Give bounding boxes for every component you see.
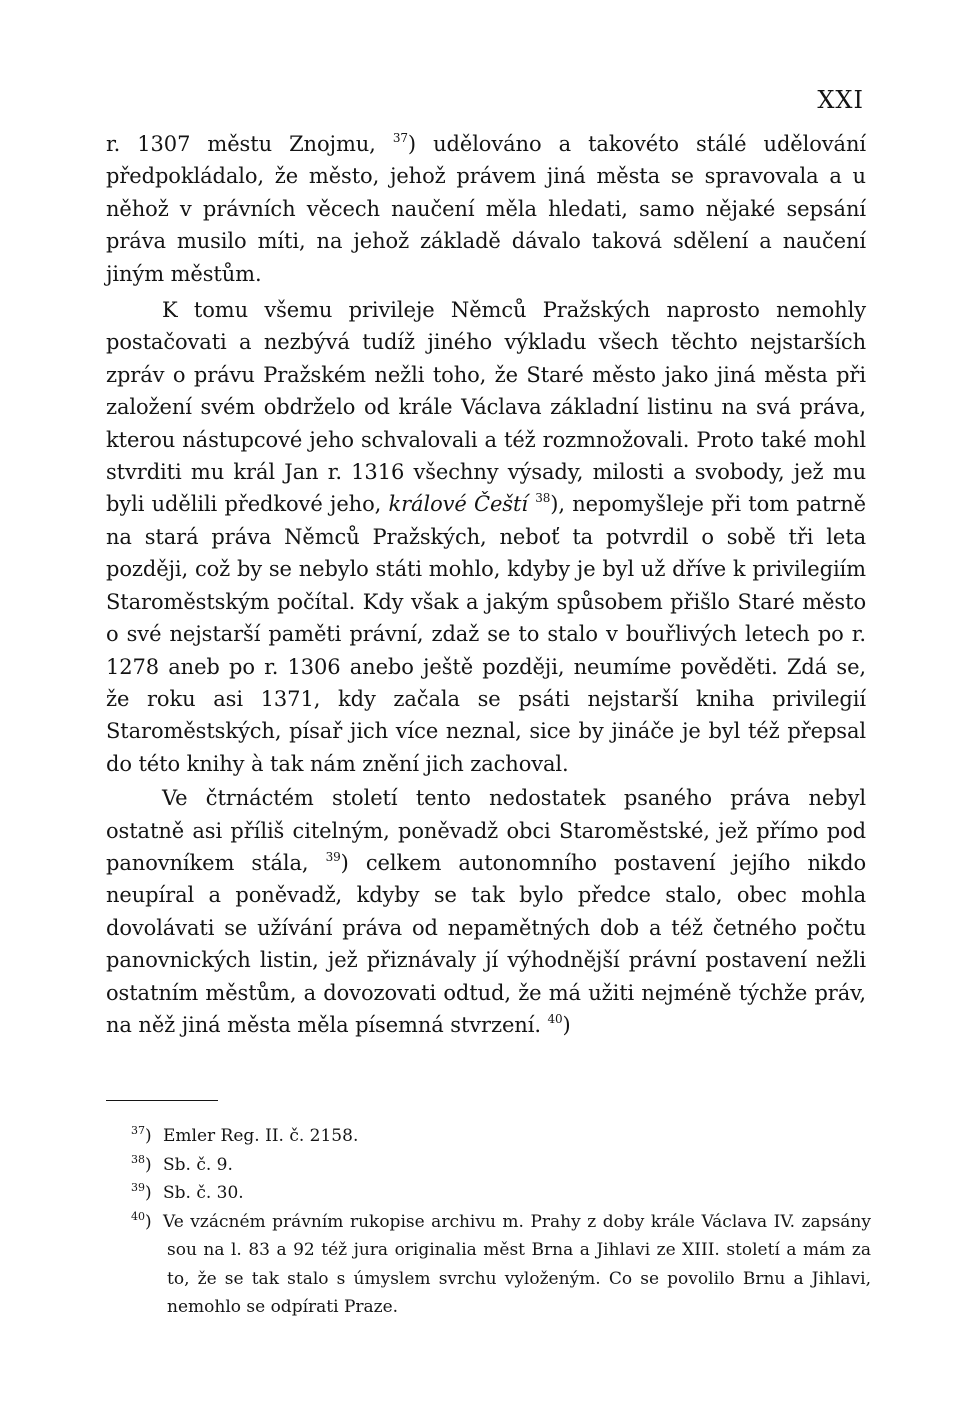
body-text	[106, 128, 866, 1041]
text-run: r. 1307 městu Znojmu,	[106, 132, 393, 156]
footnote-number: 37	[131, 1124, 145, 1137]
text-run: K tomu všemu privileje Němců Pražských naprosto nemohly postačovati a nezbývá tudíž jiného výkladu všech těchto nejstarších zpráv o právu Pražském nežli toho, že Staré město jako jiná města při založení svém obdrželo od krále Václava základní listinu na svá práva, kterou nástupcové jeho schvalovali a též rozmnožovali. Proto také mohl stvrditi mu král Jan r. 1316 všechny výsady, milosti a svobody, jež mu byli udělili předkové jeho,	[106, 298, 866, 517]
footnote-37	[131, 1122, 871, 1151]
footnote-40	[131, 1208, 871, 1322]
footnote-reference: 37	[392, 131, 408, 145]
paragraph-1	[106, 128, 866, 290]
footnote-number: 38	[131, 1152, 145, 1166]
paragraph-2	[106, 294, 866, 780]
footnote-number: 40	[131, 1209, 145, 1223]
footnote-mark: $^{37}$)	[131, 1124, 152, 1146]
text-run: ), nepomyšleje při tom patrně na stará práva Němců Pražských, neboť ta potvrdil o sobě tři leta později, což by se nebylo státi mohlo, kdyby je byl už dříve k privilegiím Staroměstským počítal. Kdy však a jakým spůsobem přišlo Staré město o své nejstarší paměti právní, zdaž se to stalo v bouřlivých letech po r. 1278 aneb po r. 1306 anebo ještě později, neumíme pověděti. Zdá se, že roku asi 1371, kdy začala se psáti nejstarší kniha privilegií Staroměstských, písař jich více neznal, sice by jináče je byl též přepsal do této knihy à tak nám znění jich zachoval.	[106, 492, 866, 776]
footnote-text: Ve vzácném právním rukopise archivu m. Prahy z doby krále Václava IV. zapsány sou na l. 83 a 92 též jura originalia měst Brna a Jihlavi ze XIII. století a mám za to, že se tak stalo s úmyslem svrchu vyloženým. Co se povolilo Brnu a Jihlavi, nemohlo se odpírati Praze.	[163, 1211, 871, 1317]
footnote-reference: 39	[325, 849, 341, 864]
emphasized-text: králové Čeští	[388, 492, 528, 517]
page-number: XXI	[817, 86, 864, 114]
footnote-reference: 40	[547, 1011, 563, 1026]
footnotes	[131, 1122, 871, 1322]
footnote-38	[131, 1151, 871, 1180]
footnote-reference: 38	[535, 491, 551, 506]
footnote-39	[131, 1179, 871, 1208]
footnote-mark: $^{38}$)	[131, 1152, 152, 1175]
footnote-separator	[106, 1100, 218, 1101]
footnote-mark: $^{40}$)	[131, 1209, 152, 1232]
text-run: Ve čtrnáctém století tento nedostatek psaného práva nebyl ostatně asi příliš citelným, poněvadž obci Staroměstské, jež přímo pod panovníkem stála,	[106, 786, 866, 875]
text-run: )	[562, 1012, 571, 1037]
footnote-text: Sb. č. 30.	[163, 1183, 244, 1203]
footnote-text: Emler Reg. II. č. 2158.	[163, 1126, 359, 1146]
text-run: ) udělováno a takovéto stálé udělování předpokládalo, že město, jehož právem jiná města se spravovala a u něhož v právních věcech naučení měla hledati, samo nějaké sepsání práva musilo míti, na jehož základě dávalo taková sdělení a naučení jiným městům.	[106, 132, 866, 286]
footnote-text: Sb. č. 9.	[163, 1154, 233, 1175]
footnote-number: 39	[131, 1181, 145, 1194]
text-run: ) celkem autonomního postavení jejího nikdo neupíral a poněvadž, kdyby se tak bylo předce stalo, obec mohla dovolávati se užívání práva od nepamětných dob a též četného počtu panovnických listin, jež přiznávaly jí výhodnější právní postavení nežli ostatním městům, a dovozovati odtud, že má užiti nejméně týchže práv, na něž jiná města měla písemná stvrzení.	[106, 850, 866, 1037]
paragraph-3	[106, 782, 866, 1041]
footnote-mark: $^{39}$)	[131, 1181, 152, 1203]
